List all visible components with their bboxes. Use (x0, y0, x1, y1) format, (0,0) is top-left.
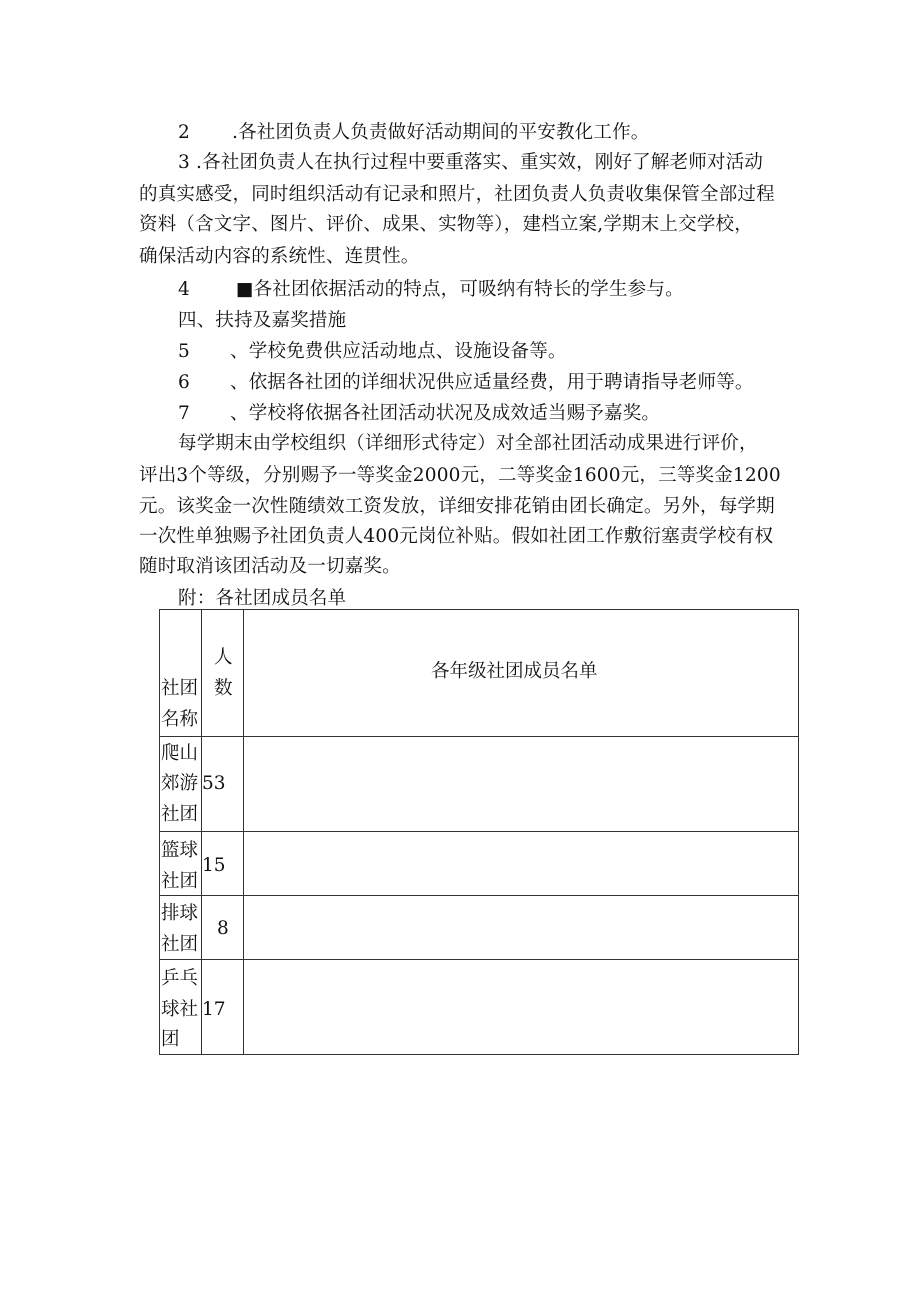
item-7 (178, 399, 660, 429)
item-3-line-4: 确保活动内容的系统性、连贯性。 (139, 246, 420, 267)
item-3-line-2: 的真实感受，同时组织活动有记录和照片，社团负责人负责收集保管全部过程 (139, 184, 775, 205)
header-club-name-line-1: 社团 (161, 678, 199, 699)
item-2-number: 2 (178, 122, 190, 143)
item-4 (178, 275, 684, 305)
item-7-text: 、学校将依据各社团活动状况及成效适当赐予嘉奖。 (230, 403, 661, 424)
reward-line-5: 随时取消该团活动及一切嘉奖。 (139, 556, 401, 577)
item-5-text: 、学校免费供应活动地点、设施设备等。 (230, 341, 567, 362)
reward-line-2: 评出3个等级，分别赐予一等奖金2000元，二等奖金1600元，三等奖金1200 (139, 465, 781, 486)
header-count-line-1: 人 (214, 647, 233, 668)
row-4-name-line-2: 球社 (161, 999, 199, 1020)
reward-line-4: 一次性单独赐予社团负责人400元岗位补贴。假如社团工作敷衍塞责学校有权 (139, 526, 774, 547)
row-3-name-line-1: 排球 (161, 903, 199, 924)
row-2-name-line-1: 篮球 (161, 840, 199, 861)
row-4-count: 17 (202, 999, 226, 1020)
table-divider (160, 736, 798, 737)
item-4-number: 4 (178, 279, 190, 300)
item-5 (178, 337, 567, 367)
row-3-name-line-2: 社团 (161, 934, 199, 955)
item-3-line-1: 3 .各社团负责人在执行过程中要重落实、重实效，刚好了解老师对活动 (178, 152, 764, 173)
header-count-line-2: 数 (214, 678, 233, 699)
item-3-line-3: 资料（含文字、图片、评价、成果、实物等），建档立案,学期末上交学校， (139, 214, 753, 235)
row-1-count: 53 (202, 773, 226, 794)
table-divider (160, 831, 798, 832)
row-1-name-line-3: 社团 (161, 804, 199, 825)
table-divider (160, 959, 798, 960)
row-2-count: 15 (202, 855, 226, 876)
item-4-text: ■各社团依据活动的特点，可吸纳有特长的学生参与。 (236, 279, 684, 300)
appendix-label: 附：各社团成员名单 (178, 588, 347, 609)
section-heading: 四、扶持及嘉奖措施 (178, 310, 347, 331)
item-2-text: .各社团负责人负责做好活动期间的平安教化工作。 (232, 122, 650, 143)
item-5-number: 5 (178, 341, 190, 362)
club-members-table (159, 609, 799, 1055)
item-6-number: 6 (178, 372, 190, 393)
item-7-number: 7 (178, 403, 190, 424)
row-3-count: 8 (217, 918, 229, 939)
item-2 (178, 118, 649, 148)
item-6 (178, 368, 754, 398)
row-2-name-line-2: 社团 (161, 871, 199, 892)
table-divider (243, 610, 244, 1054)
header-club-name-line-2: 名称 (161, 709, 199, 730)
reward-line-1: 每学期末由学校组织（详细形式待定）对全部社团活动成果进行评价， (178, 433, 758, 454)
table-divider (201, 610, 202, 1054)
table-divider (160, 895, 798, 896)
row-4-name-line-1: 乒乓 (161, 968, 199, 989)
header-members: 各年级社团成员名单 (431, 661, 598, 682)
item-6-text: 、依据各社团的详细状况供应适量经费，用于聘请指导老师等。 (230, 372, 754, 393)
row-1-name-line-2: 郊游 (161, 773, 199, 794)
reward-line-3: 元。该奖金一次性随绩效工资发放，详细安排花销由团长确定。另外，每学期 (139, 496, 775, 517)
row-4-name-line-3: 团 (161, 1029, 180, 1050)
row-1-name-line-1: 爬山 (161, 743, 199, 764)
